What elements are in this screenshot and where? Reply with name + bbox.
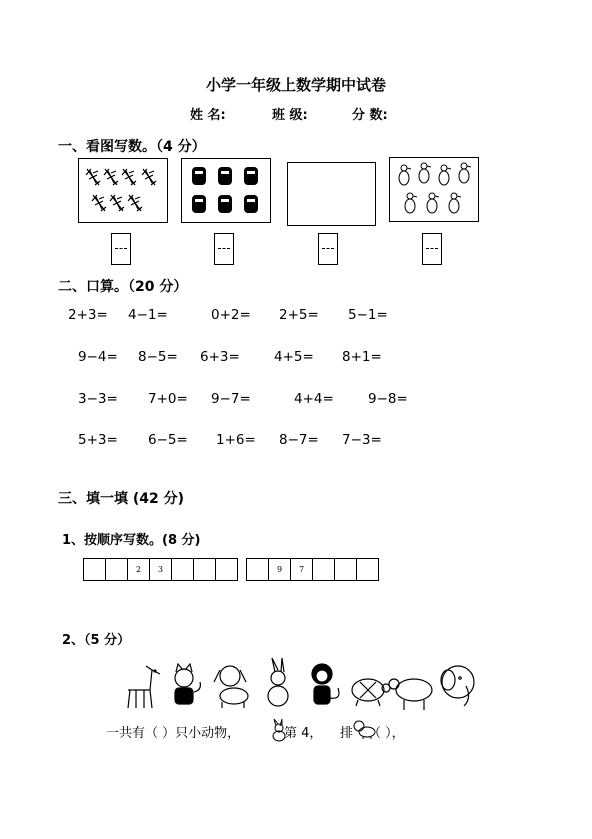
section1-heading: 一、看图写数。（4 分）	[58, 139, 206, 155]
question2-text-rank: 排	[340, 726, 354, 741]
picture-box-ducks	[389, 157, 479, 222]
math-problem: 4+4=	[294, 391, 334, 407]
math-problem: 2+3=	[68, 307, 108, 323]
question2-heading: 2、（5 分）	[62, 633, 131, 648]
math-problem: 8+1=	[342, 349, 382, 365]
sequence-cell[interactable]	[312, 558, 335, 581]
section3-heading: 三、填一填 (42 分)	[58, 491, 185, 507]
math-problem: 6+3=	[200, 349, 240, 365]
sequence-cell[interactable]: 9	[268, 558, 291, 581]
math-problem: 6−5=	[148, 432, 188, 448]
sequence-row-2	[246, 558, 379, 581]
question2-text-count: 一共有（ ）只小动物，	[106, 726, 241, 741]
sequence-cell[interactable]	[171, 558, 194, 581]
class-label: 班 级:	[272, 108, 308, 123]
picture-box-lobsters	[78, 158, 168, 223]
elephant-icon	[441, 666, 474, 706]
sequence-cell[interactable]	[105, 558, 128, 581]
horse-icon	[128, 666, 160, 708]
turtle-icon	[352, 679, 390, 706]
sequence-cell[interactable]: 7	[290, 558, 313, 581]
cat-icon	[175, 664, 200, 704]
sequence-cell[interactable]	[334, 558, 357, 581]
math-problem: 1+6=	[216, 432, 256, 448]
monkey-icon	[312, 664, 339, 704]
animal-row	[118, 656, 486, 714]
answer-box-3[interactable]	[318, 233, 338, 265]
math-problem: 9−4=	[78, 349, 118, 365]
math-problem: 4+5=	[274, 349, 314, 365]
math-problem: 4−1=	[128, 307, 168, 323]
page-title: 小学一年级上数学期中试卷	[205, 76, 386, 94]
math-problem: 5−1=	[348, 307, 388, 323]
picture-box-empty	[287, 162, 376, 226]
duck-icon-group	[390, 158, 478, 221]
math-problem: 8−7=	[279, 432, 319, 448]
sequence-cell[interactable]	[215, 558, 238, 581]
sequence-cell[interactable]: 3	[149, 558, 172, 581]
dog-icon	[214, 666, 248, 708]
math-problem: 9−7=	[211, 391, 251, 407]
lobster-icon-group	[79, 159, 167, 222]
rabbit-icon	[268, 658, 288, 706]
math-problem: 5+3=	[78, 432, 118, 448]
answer-box-2[interactable]	[214, 233, 234, 265]
sheep-icon	[389, 679, 432, 710]
sequence-cell[interactable]	[193, 558, 216, 581]
sequence-row-1	[83, 558, 238, 581]
math-problem: 7−3=	[342, 432, 382, 448]
question2-text-blank: （ ），	[368, 726, 405, 741]
math-problem: 3−3=	[78, 391, 118, 407]
sequence-cell[interactable]	[246, 558, 269, 581]
math-problem: 8−5=	[138, 349, 178, 365]
section2-heading: 二、口算。（20 分）	[58, 279, 188, 295]
answer-box-1[interactable]	[111, 233, 131, 265]
math-problem: 2+5=	[279, 307, 319, 323]
question1-heading: 1、按顺序写数。(8 分)	[62, 533, 201, 548]
question2-text-position: 第 4，	[284, 726, 323, 741]
answer-box-4[interactable]	[422, 233, 442, 265]
sequence-cell[interactable]	[83, 558, 106, 581]
math-problem: 7+0=	[148, 391, 188, 407]
math-problem: 0+2=	[211, 307, 251, 323]
pot-icon-group	[182, 159, 270, 222]
math-problem: 9−8=	[368, 391, 408, 407]
sequence-cell[interactable]	[356, 558, 379, 581]
name-label: 姓 名:	[190, 108, 226, 123]
score-label: 分 数:	[352, 108, 388, 123]
sequence-cell[interactable]: 2	[127, 558, 150, 581]
picture-box-pots	[181, 158, 271, 223]
